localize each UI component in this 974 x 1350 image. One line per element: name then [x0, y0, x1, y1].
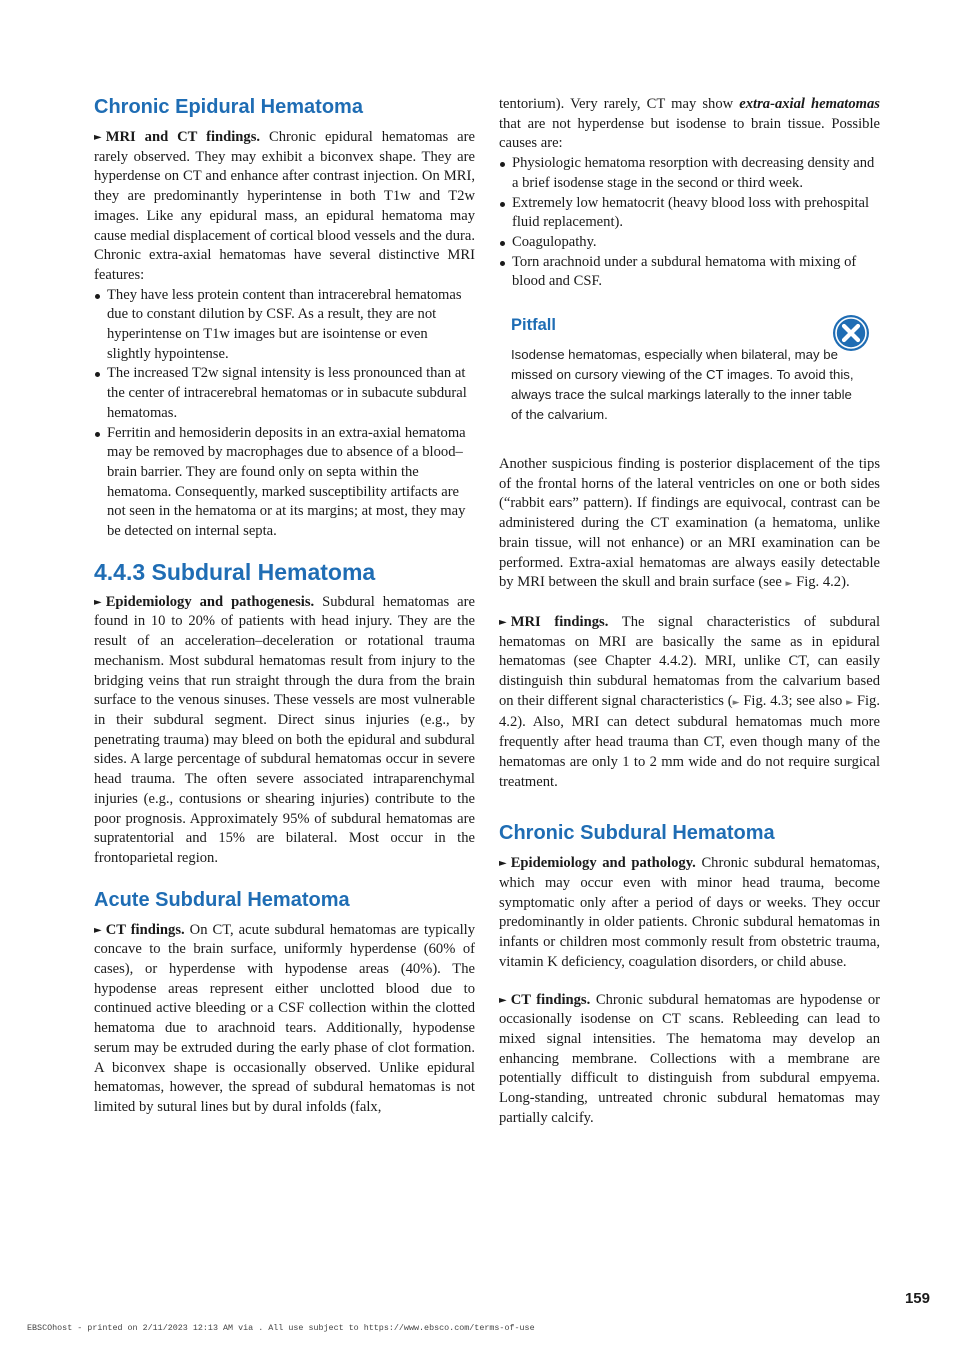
list-item: Coagulopathy. — [499, 233, 880, 253]
xref-arrow-icon: ► — [732, 697, 740, 708]
arrow-marker-icon: ► — [94, 596, 102, 608]
arrow-marker-icon: ► — [499, 616, 507, 628]
paragraph-lead: MRI findings. — [510, 613, 609, 630]
left-column — [94, 94, 475, 1118]
paragraph-epidemiology-pathogenesis — [94, 593, 475, 869]
text-span: ). — [841, 574, 850, 591]
text-span: tentorium). Very rarely, CT may show — [499, 96, 740, 112]
list-item: Torn arachnoid under a subdural hematoma with mixing of blood and CSF. — [499, 253, 880, 292]
xref-arrow-icon: ► — [785, 579, 793, 590]
heading-subdural-hematoma: 4.4.3 Subdural Hematoma — [94, 558, 376, 585]
list-item: Ferritin and hemosiderin deposits in an extra-axial hematoma may be removed by macrophages due to absence of a blood–brain barrier. They are found only on septa within the hematoma. Consequently, marked susceptibility artifacts are not seen in the hematoma or at its margins; at most, they may be detected on internal septa. — [94, 424, 475, 542]
pitfall-text: Isodense hematomas, especially when bilateral, may be missed on cursory viewing of the CT images. To avoid this, always trace the sulcal markings laterally to the inner table of the calvarium. — [511, 347, 854, 423]
page-number: 159 — [904, 1290, 930, 1307]
mri-features-list — [94, 286, 475, 542]
paragraph-mri-ct-findings — [94, 128, 475, 286]
heading-acute-subdural-hematoma: Acute Subdural Hematoma — [94, 888, 350, 911]
paragraph-mri-findings — [499, 613, 880, 792]
paragraph-chronic-ct-findings — [499, 991, 880, 1129]
paragraph-text: Chronic subdural hematomas, which may occur even with minor head trauma, become symptomatic only after a period of days or weeks. They occur predominantly in older patients. Chronic subdural hematomas in infants or children most commonly result from obstetric trauma, vitamin K deficiency, coagulation disorders, or child abuse. — [499, 855, 880, 970]
paragraph-lead: CT findings. — [105, 921, 185, 938]
text-span: ). Also, MRI can detect subdural hematomas much more frequently after head trauma than CT, even though many of the hematomas are only 1 to 2 mm wide and do not require surgical treatment. — [499, 714, 880, 790]
right-column — [499, 95, 880, 1128]
text-span: ; see also — [788, 692, 847, 709]
paragraph-lead: Epidemiology and pathogenesis. — [105, 593, 315, 610]
xref-arrow-icon: ► — [846, 697, 854, 708]
text-span: Another suspicious finding is posterior displacement of the tips of the frontal horns of the lateral ventricles on one or both sides (“rabbit ears” pattern). If findings are equivocal, contrast can be administered during the CT examination (a hematoma, unlike brain tissue, will not enhance) or an MRI examination can be performed. Extra-axial hematomas are always easily detectable by MRI between the skull and brain surface (see — [499, 456, 880, 591]
figure-reference-link[interactable]: Fig. 4.3 — [743, 692, 789, 709]
paragraph-acute-ct-findings — [94, 921, 475, 1118]
list-item: Extremely low hematocrit (heavy blood loss with prehospital fluid replacement). — [499, 194, 880, 233]
paragraph-lead: MRI and CT findings. — [105, 129, 261, 145]
paragraph-text: Subdural hematomas are found in 10 to 20% of patients with head injury. They are the result of an acceleration–deceleration or rotational trauma mechanism. Most subdural hematomas result from injury to the bridging veins that run straight through the dura from the brain surface to the venous sinuses. These vessels are most vulnerable in their subdural segment. Direct sinus injuries (e.g., by penetrating trauma) may bleed on both the epidural and subdural sides. A large percentage of subdural hematomas occur in severe head trauma. The often severe associated intraparenchymal injuries (e.g., contusions or shearing injuries) contribute to the poor prognosis. Approximately 95% of subdural hematomas are supratentorial and 15% are bilateral. Most occur in the frontoparietal region. — [94, 593, 475, 866]
heading-chronic-subdural-hematoma: Chronic Subdural Hematoma — [499, 822, 775, 845]
text-span: that are not hyperdense but isodense to brain tissue. Possible causes are: — [499, 115, 880, 152]
arrow-marker-icon: ► — [499, 858, 507, 870]
arrow-marker-icon: ► — [94, 924, 102, 936]
footer-notice: EBSCOhost - printed on 2/11/2023 12:13 AM via . All use subject to https://www.ebsco.com/terms-of-use — [27, 1323, 535, 1333]
list-item: The increased T2w signal intensity is less pronounced than at the center of intracerebral hematomas or in subacute subdural hematomas. — [94, 364, 475, 423]
list-item: They have less protein content than intracerebral hematomas due to constant dilution by CSF. As a result, they are not hyperintense on T1w images but are isointense or even slightly hypointense. — [94, 286, 475, 365]
figure-reference-link[interactable]: Fig. 4.2 — [499, 692, 880, 731]
pitfall-box — [499, 314, 880, 425]
emphasis-extra-axial: extra-axial hematomas — [739, 96, 880, 112]
arrow-marker-icon: ► — [94, 132, 102, 143]
text-span: The signal characteristics of subdural hematomas on MRI are basically the same as in epidural hematomas (see Chapter 4.4.2). MRI, unlike CT, can easily distinguish thin subdural hematomas from the calvarium based on their different signal characteristics ( — [499, 613, 880, 709]
paragraph-text: Chronic epidural hematomas are rarely observed. They may exhibit a biconvex shape. They are hyperdense on CT and enhance after contrast injection. On MRI, they are predominantly hyperintense in both T1w and T2w images. Like any epidural mass, an epidural hematoma may cause medial displacement of cortical blood vessels and the dura. Chronic extra-axial hematomas have several distinctive MRI features: — [94, 129, 475, 283]
arrow-marker-icon: ► — [499, 994, 507, 1006]
heading-chronic-epidural-hematoma: Chronic Epidural Hematoma — [94, 96, 363, 118]
paragraph-rabbit-ears — [499, 455, 880, 595]
paragraph-text: Chronic subdural hematomas are hypodense or occasionally isodense on CT scans. Rebleeding can lead to mixed signal intensities. The hematoma may develop an enhancing membrane. Collections with a membrane are potentially difficult to distinguish from subdural empyema. Long-standing, untreated chronic subdural hematomas may partially calcify. — [499, 991, 880, 1126]
figure-reference-link[interactable]: Fig. 4.2 — [796, 574, 842, 591]
paragraph-lead: Epidemiology and pathology. — [510, 855, 696, 872]
x-circle-icon — [832, 314, 870, 352]
paragraph-chronic-epidemiology — [499, 854, 880, 972]
paragraph-text: On CT, acute subdural hematomas are typically concave to the brain surface, uniformly hyperdense (60% of cases), or hyperdense with hypodense areas (40%). The hypodense areas represent either unclotted blood due to continued active bleeding or a CSF collection within the clotted hematoma due to arachnoid tears. Additionally, hypodense serum may be extruded during the early phase of clot formation. A biconvex shape is occasionally observed. Unlike epidural hematomas, however, the spread of subdural hematomas is not limited by sutural lines but by dural infolds (falx, — [94, 921, 476, 1115]
paragraph-lead: CT findings. — [510, 991, 591, 1008]
pitfall-title: Pitfall — [511, 316, 556, 335]
paragraph-continuation — [499, 95, 880, 154]
possible-causes-list — [499, 154, 880, 292]
list-item: Physiologic hematoma resorption with decreasing density and a brief isodense stage in the second or third week. — [499, 154, 880, 193]
